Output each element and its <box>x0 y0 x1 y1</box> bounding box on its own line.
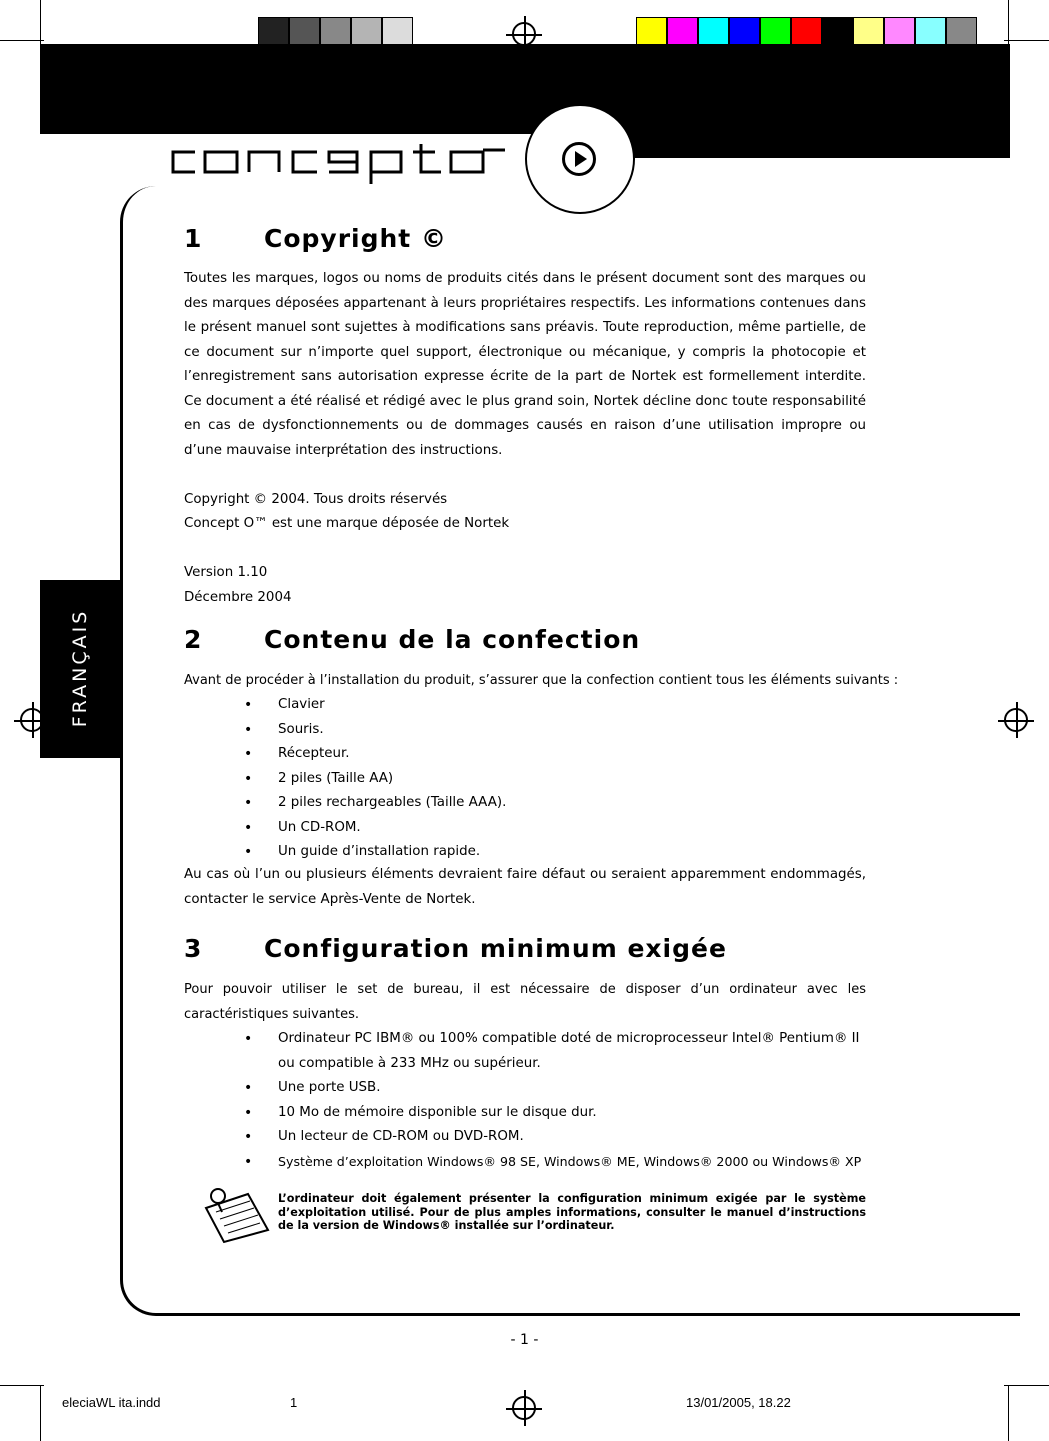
section-heading <box>184 625 640 654</box>
copyright-paragraph: Toutes les marques, logos ou noms de produits cités dans le présent document sont des marques ou des marques déposées appartenant à leurs propriétaires respectifs. Les informations contenues dans le présent manuel sont sujettes à modifications sans préavis. Toute reproduction, même partielle, de ce document sur n’importe quel support, électronique ou mécanique, y compris la photocopie et l’enregistrement sans autorisation expresse écrite de la part de Nortek est formellement interdite. Ce document a été réalisé et rédigé avec le plus grand soin, Nortek décline donc toute responsabilité en cas de dysfonctionnements ou de dommages causés en raison d’une utilisation impropre ou d’une mauvaise interprétation des instructions. <box>184 271 866 458</box>
date-line: Décembre 2004 <box>184 590 292 605</box>
list-item: • 2 piles (Taille AA) <box>244 767 866 792</box>
gray-swatch <box>351 17 382 45</box>
contents-intro: Avant de procéder à l’installation du produit, s’assurer que la confection contient tous les éléments suivants : <box>184 673 899 688</box>
brand-logo <box>165 130 525 186</box>
color-swatch <box>791 17 822 45</box>
list-item: • Clavier <box>244 693 866 718</box>
list-item: • 2 piles rechargeables (Taille AAA). <box>244 791 866 816</box>
registration-mark <box>512 1396 536 1420</box>
list-item: • Souris. <box>244 718 866 743</box>
gray-swatch <box>382 17 413 45</box>
section-title: Contenu de la confection <box>264 625 641 654</box>
crop-mark <box>1008 1385 1009 1441</box>
contents-list <box>244 693 866 865</box>
color-swatch <box>698 17 729 45</box>
list-item: • Ordinateur PC IBM® ou 100% compatible doté de microprocesseur Intel® Pentium® II ou compatible à 233 MHz ou supérieur. <box>244 1027 866 1076</box>
trademark-line: Concept O™ est une marque déposée de Nortek <box>184 516 510 531</box>
footer-filename: eleciaWL ita.indd <box>62 1395 161 1410</box>
color-swatch <box>915 17 946 45</box>
crop-mark <box>40 0 41 44</box>
requirements-intro: Pour pouvoir utiliser le set de bureau, il est nécessaire de disposer d’un ordinateur avec les caractéristiques suivantes. <box>184 982 866 1022</box>
color-swatch <box>884 17 915 45</box>
list-item: • Récepteur. <box>244 742 866 767</box>
color-swatch <box>667 17 698 45</box>
section-number: 3 <box>184 934 203 963</box>
list-item: • Un CD-ROM. <box>244 816 866 841</box>
gray-swatch <box>258 17 289 45</box>
section-number: 1 <box>184 224 203 253</box>
requirements-list <box>244 1027 866 1174</box>
note-icon <box>196 1186 276 1246</box>
section-title: Copyright © <box>264 224 447 253</box>
color-swatch <box>822 17 853 45</box>
note-text: L’ordinateur doit également présenter la configuration minimum exigée par le système d’exploitation utilisé. Pour de plus amples informations, consulter le manuel d’instructions de la version de Windows® installée sur l’ordinateur. <box>278 1192 866 1232</box>
language-tab-label: FRANÇAIS <box>69 608 91 728</box>
list-item: • Système d’exploitation Windows® 98 SE, Windows® ME, Windows® 2000 ou Windows® XP <box>244 1150 866 1175</box>
section-title: Configuration minimum exigée <box>264 934 727 963</box>
crop-mark <box>0 40 44 41</box>
footer-timestamp: 13/01/2005, 18.22 <box>686 1395 791 1410</box>
list-item: • Un guide d’installation rapide. <box>244 840 866 865</box>
crop-mark <box>1004 1385 1049 1386</box>
color-swatch <box>729 17 760 45</box>
crop-mark <box>40 1385 41 1441</box>
crop-mark <box>0 1385 44 1386</box>
crop-mark <box>1004 40 1049 41</box>
section-number: 2 <box>184 625 203 654</box>
section-heading <box>184 934 727 963</box>
color-swatch <box>636 17 667 45</box>
footer-page: 1 <box>290 1395 298 1410</box>
color-swatch <box>760 17 791 45</box>
gray-swatch <box>289 17 320 45</box>
color-swatch <box>853 17 884 45</box>
list-item: • 10 Mo de mémoire disponible sur le disque dur. <box>244 1101 866 1126</box>
gray-swatch <box>320 17 351 45</box>
list-item: • Un lecteur de CD-ROM ou DVD-ROM. <box>244 1125 866 1150</box>
section-heading <box>184 224 447 253</box>
copyright-line: Copyright © 2004. Tous droits réservés <box>184 492 448 507</box>
contents-outro: Au cas où l’un ou plusieurs éléments devraient faire défaut ou seraient apparemment endommagés, contacter le service Après-Vente de Nortek. <box>184 867 866 907</box>
page-number: - 1 - <box>510 1332 539 1348</box>
version-line: Version 1.10 <box>184 565 268 580</box>
color-swatch <box>946 17 977 45</box>
registration-mark <box>512 22 536 46</box>
list-item: • Une porte USB. <box>244 1076 866 1101</box>
crop-mark <box>1008 0 1009 44</box>
play-icon <box>562 142 596 176</box>
